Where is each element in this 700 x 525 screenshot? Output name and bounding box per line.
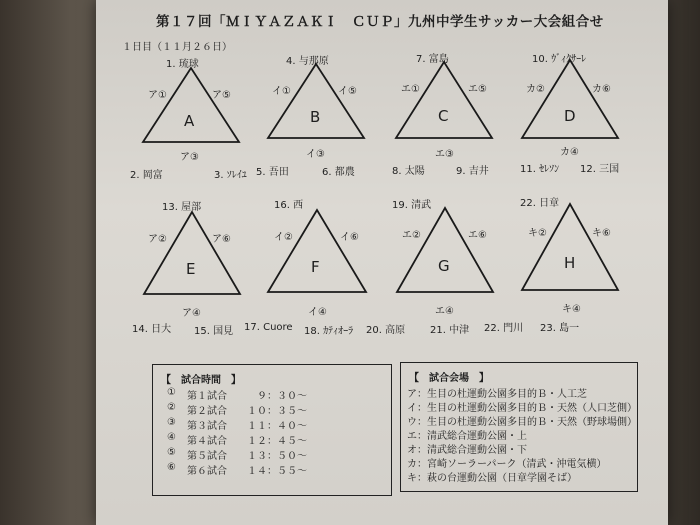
group-d-bottom-slot: カ④	[560, 147, 579, 158]
schedule-time: １０：３５～	[247, 406, 307, 417]
venue-heading: 【 試合会場 】	[409, 373, 489, 384]
group-c-left-slot: エ①	[401, 84, 420, 95]
schedule-time: ９：３０～	[257, 391, 307, 402]
schedule-time: １２：４５～	[247, 436, 307, 447]
group-c-right-slot: エ⑤	[468, 84, 487, 95]
group-h-left-slot: キ②	[528, 228, 547, 239]
schedule-time: １１：４０～	[247, 421, 307, 432]
group-g-bottom-slot: エ④	[435, 306, 454, 317]
group-e-top-team: 13. 屋部	[162, 202, 202, 213]
venue-row: エ：清武総合運動公園・上	[407, 431, 527, 442]
group-g-top-team: 19. 清武	[392, 200, 432, 211]
schedule-num: ⑥	[167, 462, 176, 473]
group-c-bottom-left-team: 8. 太陽	[392, 166, 425, 177]
group-b-triangle	[266, 62, 366, 140]
venue-row: ウ：生目の杜運動公園多目的Ｂ・天然（野球場側）	[407, 417, 637, 428]
group-d-left-slot: カ②	[526, 84, 545, 95]
group-g-letter: G	[438, 257, 450, 275]
group-a-top-team: 1. 琉球	[166, 59, 199, 70]
group-f-bottom-right-team: 18. ｶﾃｨｵｰﾗ	[304, 326, 354, 337]
day-label: １日目（１１月２６日）	[122, 42, 232, 53]
group-g-right-slot: エ⑥	[468, 230, 487, 241]
schedule-time: １４：５５～	[247, 466, 307, 477]
group-g-bottom-right-team: 21. 中津	[430, 325, 470, 336]
venue-row: カ：宮崎ソーラーパーク（清武・沖電気横）	[407, 459, 607, 470]
group-g-triangle	[395, 206, 495, 294]
group-f-bottom-slot: イ④	[308, 307, 327, 318]
schedule-game-name: 第２試合	[187, 406, 227, 417]
group-c-bottom-right-team: 9. 吉井	[456, 166, 489, 177]
group-b-bottom-left-team: 5. 吾田	[256, 167, 289, 178]
schedule-row	[167, 447, 307, 462]
schedule-box	[152, 364, 392, 496]
group-h-triangle	[520, 202, 620, 292]
group-h-bottom-right-team: 23. 島一	[540, 323, 580, 334]
group-a-letter: A	[184, 112, 195, 130]
schedule-row	[167, 402, 307, 417]
schedule-heading: 【 試合時間 】	[161, 375, 241, 386]
schedule-game-name: 第５試合	[187, 451, 227, 462]
schedule-num: ⑤	[167, 447, 176, 458]
venue-row: イ：生目の杜運動公園多目的Ｂ・天然（人口芝側）	[407, 403, 637, 414]
group-a-bottom-slot: ア③	[180, 152, 199, 163]
group-f-bottom-left-team: 17. Cuore	[244, 322, 293, 333]
group-c-letter: C	[438, 107, 449, 125]
group-h-letter: H	[564, 254, 576, 272]
group-g-left-slot: エ②	[402, 230, 421, 241]
group-d-bottom-right-team: 12. 三国	[580, 164, 620, 175]
group-c-top-team: 7. 富島	[416, 54, 449, 65]
group-a-triangle	[141, 66, 241, 144]
group-d-right-slot: カ⑥	[592, 84, 611, 95]
group-d-letter: D	[564, 107, 576, 125]
group-a-bottom-right-team: 3. ｿﾚｲﾕ	[214, 170, 247, 181]
schedule-row	[167, 462, 307, 477]
schedule-num: ②	[167, 402, 176, 413]
group-b-left-slot: イ①	[272, 86, 291, 97]
schedule-num: ④	[167, 432, 176, 443]
group-e-bottom-left-team: 14. 日大	[132, 324, 172, 335]
schedule-row	[167, 417, 307, 432]
schedule-game-name: 第１試合	[187, 391, 227, 402]
schedule-game-name: 第３試合	[187, 421, 227, 432]
group-b-right-slot: イ⑤	[338, 86, 357, 97]
group-d-bottom-left-team: 11. ｾﾚｿﾝ	[520, 164, 560, 175]
group-f-triangle	[266, 208, 368, 294]
schedule-row	[167, 387, 307, 402]
group-c-bottom-slot: エ③	[435, 149, 454, 160]
group-b-bottom-right-team: 6. 都農	[322, 167, 355, 178]
venue-box	[400, 362, 638, 492]
group-e-triangle	[142, 210, 242, 296]
schedule-row	[167, 432, 307, 447]
group-d-triangle	[520, 58, 620, 140]
schedule-time: １３：５０～	[247, 451, 307, 462]
group-d-top-team: 10. ｳﾞｨｸｻｰﾚ	[532, 54, 587, 65]
group-h-bottom-slot: キ④	[562, 304, 581, 315]
group-f-right-slot: イ⑥	[340, 232, 359, 243]
group-e-bottom-right-team: 15. 国見	[194, 326, 234, 337]
schedule-game-name: 第６試合	[187, 466, 227, 477]
venue-row: キ：萩の台運動公園（日章学園そば）	[407, 473, 577, 484]
group-a-bottom-left-team: 2. 岡富	[130, 170, 163, 181]
group-g-bottom-left-team: 20. 高原	[366, 325, 406, 336]
schedule-num: ①	[167, 387, 176, 398]
bracket-sheet	[96, 0, 668, 525]
group-h-right-slot: キ⑥	[592, 228, 611, 239]
group-e-right-slot: ア⑥	[212, 234, 231, 245]
group-b-bottom-slot: イ③	[306, 149, 325, 160]
group-f-letter: F	[311, 258, 320, 276]
schedule-game-name: 第４試合	[187, 436, 227, 447]
group-f-left-slot: イ②	[274, 232, 293, 243]
group-e-left-slot: ア②	[148, 234, 167, 245]
group-e-bottom-slot: ア④	[182, 308, 201, 319]
venue-row: オ：清武総合運動公園・下	[407, 445, 527, 456]
schedule-num: ③	[167, 417, 176, 428]
group-a-right-slot: ア⑤	[212, 90, 231, 101]
group-h-bottom-left-team: 22. 門川	[484, 323, 524, 334]
page-title: 第１７回「ＭＩＹＡＺＡＫＩ ＣＵＰ」九州中学生サッカー大会組合せ	[156, 14, 604, 30]
group-e-letter: E	[186, 260, 196, 278]
group-a-left-slot: ア①	[148, 90, 167, 101]
group-c-triangle	[394, 60, 494, 140]
venue-row: ア：生目の杜運動公園多目的Ｂ・人工芝	[407, 389, 587, 400]
group-b-top-team: 4. 与那原	[286, 56, 329, 67]
group-f-top-team: 16. 西	[274, 200, 304, 211]
group-h-top-team: 22. 日章	[520, 198, 560, 209]
group-b-letter: B	[310, 108, 321, 126]
